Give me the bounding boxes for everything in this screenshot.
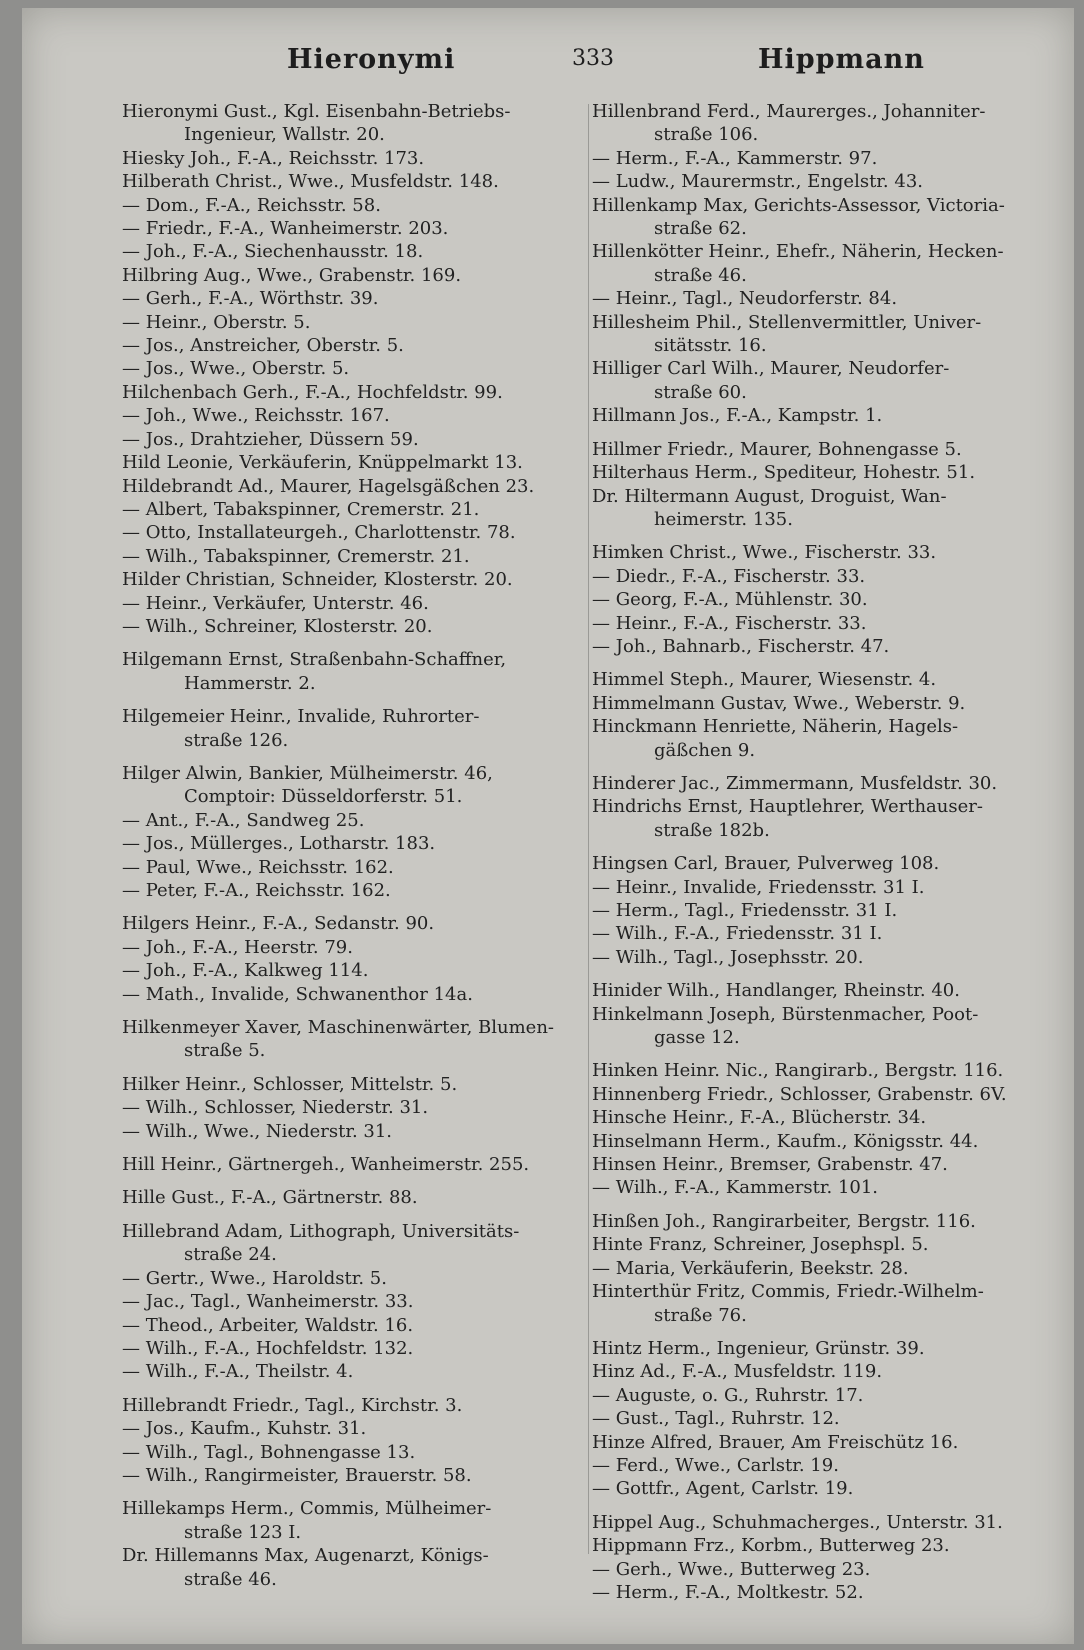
entry-line: — Friedr., F.-A., Wanheimerstr. 203.: [122, 218, 449, 240]
directory-entry: [592, 240, 1050, 287]
entry-line: Hilliger Carl Wilh., Maurer, Neudorfer-: [592, 358, 950, 380]
directory-entry: [122, 217, 582, 240]
directory-entry: [592, 404, 1050, 427]
directory-entry: [592, 1257, 1050, 1280]
directory-entry: [592, 485, 1050, 532]
entry-line: — Herm., F.-A., Moltkestr. 52.: [592, 1581, 864, 1603]
directory-entry: [122, 568, 582, 591]
entry-line: — Wilh., Tagl., Josephsstr. 20.: [592, 946, 864, 968]
entry-line: Hilgers Heinr., F.-A., Sedanstr. 90.: [122, 913, 435, 935]
directory-entry: [122, 545, 582, 568]
directory-entry: [122, 1073, 582, 1096]
directory-entry: [592, 1106, 1050, 1129]
directory-entry: [592, 668, 1050, 691]
entry-line: Hinterthür Fritz, Commis, Friedr.-Wilhelm-: [592, 1281, 984, 1303]
directory-entry: [122, 170, 582, 193]
entry-line: — Wilh., F.-A., Friedensstr. 31 I.: [592, 923, 883, 945]
directory-entry: [122, 404, 582, 427]
entry-line: — Wilh., Rangirmeister, Brauerstr. 58.: [122, 1464, 472, 1486]
entry-line: Hilberath Christ., Wwe., Musfeldstr. 148.: [122, 171, 499, 193]
directory-entry: [592, 565, 1050, 588]
entry-continuation: gäßchen 9.: [654, 739, 756, 761]
directory-entry: [592, 899, 1050, 922]
directory-entry: [122, 1016, 582, 1063]
directory-entry: [592, 1176, 1050, 1199]
directory-entry: [122, 264, 582, 287]
directory-entry: [122, 592, 582, 615]
entry-line: Hieronymi Gust., Kgl. Eisenbahn-Betriebs-: [122, 101, 511, 122]
entry-line: Hinselmann Herm., Kaufm., Königsstr. 44.: [592, 1130, 979, 1152]
directory-entry: [122, 912, 582, 935]
directory-entry: [122, 1337, 582, 1360]
directory-entry: [122, 1417, 582, 1440]
directory-entry: [592, 1233, 1050, 1256]
entry-line: Hilgemeier Heinr., Invalide, Ruhrorter-: [122, 706, 480, 728]
entry-line: — Wilh., F.-A., Theilstr. 4.: [122, 1361, 354, 1383]
directory-entry: [592, 1511, 1050, 1534]
directory-entry: [592, 541, 1050, 564]
directory-entry: [122, 959, 582, 982]
directory-entry: [592, 979, 1050, 1002]
entry-line: Hillebrand Adam, Lithograph, Universitäts-: [122, 1220, 520, 1242]
directory-entry: [592, 1558, 1050, 1581]
directory-entry: [592, 1454, 1050, 1477]
entry-continuation: straße 106.: [654, 124, 759, 146]
entry-line: — Jos., Anstreicher, Oberstr. 5.: [122, 335, 404, 357]
entry-line: Hinider Wilh., Handlanger, Rheinstr. 40.: [592, 980, 960, 1002]
entry-line: Hingsen Carl, Brauer, Pulverweg 108.: [592, 853, 940, 875]
entry-line: — Heinr., Tagl., Neudorferstr. 84.: [592, 288, 898, 310]
entry-line: Hilger Alwin, Bankier, Mülheimerstr. 46,: [122, 762, 493, 784]
directory-entry: [122, 809, 582, 832]
entry-line: — Herm., F.-A., Kammerstr. 97.: [592, 147, 878, 169]
directory-entry: [122, 381, 582, 404]
entry-continuation: Comptoir: Düsseldorferstr. 51.: [184, 786, 463, 808]
directory-entry: [592, 852, 1050, 875]
directory-entry: [592, 1337, 1050, 1360]
directory-entry: [592, 357, 1050, 404]
entry-continuation: straße 5.: [184, 1040, 266, 1062]
entry-line: — Gust., Tagl., Ruhrstr. 12.: [592, 1408, 840, 1430]
directory-entry: [592, 1431, 1050, 1454]
entry-line: Hinze Alfred, Brauer, Am Freischütz 16.: [592, 1431, 959, 1453]
entry-line: Hill Heinr., Gärtnergeh., Wanheimerstr. 255.: [122, 1154, 530, 1176]
entry-line: Hilkenmeyer Xaver, Maschinenwärter, Blumen-: [122, 1017, 555, 1039]
entry-line: Hillmer Friedr., Maurer, Bohnengasse 5.: [592, 438, 962, 460]
entry-line: — Wilh., F.-A., Kammerstr. 101.: [592, 1177, 879, 1199]
entry-line: Hillenkötter Heinr., Ehefr., Näherin, Hecken-: [592, 241, 1004, 263]
entry-continuation: sitätsstr. 16.: [654, 335, 767, 357]
entry-line: — Wilh., Schlosser, Niederstr. 31.: [122, 1097, 429, 1119]
entry-line: Himmelmann Gustav, Wwe., Weberstr. 9.: [592, 692, 966, 714]
directory-entry: [122, 648, 582, 695]
directory-entry: [122, 832, 582, 855]
entry-line: — Wilh., F.-A., Hochfeldstr. 132.: [122, 1337, 414, 1359]
entry-line: — Ferd., Wwe., Carlstr. 19.: [592, 1454, 839, 1476]
entry-line: Hippel Aug., Schuhmacherges., Unterstr. 31.: [592, 1511, 1003, 1533]
entry-line: Hillesheim Phil., Stellenvermittler, Univer-: [592, 311, 982, 333]
entry-line: — Gertr., Wwe., Haroldstr. 5.: [122, 1267, 387, 1289]
directory-entry: [122, 879, 582, 902]
directory-entry: [592, 461, 1050, 484]
directory-entry: [122, 615, 582, 638]
directory-entry: [592, 1153, 1050, 1176]
directory-entry: [592, 1534, 1050, 1557]
directory-entry: [122, 856, 582, 879]
entry-line: — Heinr., Verkäufer, Unterstr. 46.: [122, 592, 429, 614]
entry-line: — Wilh., Tabakspinner, Cremerstr. 21.: [122, 545, 470, 567]
right-column: [592, 100, 1050, 1604]
entry-continuation: gasse 12.: [654, 1027, 740, 1049]
directory-entry: [592, 1003, 1050, 1050]
directory-entry: [122, 762, 582, 809]
entry-line: Hinßen Joh., Rangirarbeiter, Bergstr. 116.: [592, 1210, 976, 1232]
entry-line: Hilder Christian, Schneider, Klosterstr. 20.: [122, 569, 513, 591]
directory-entry: [592, 635, 1050, 658]
entry-line: Hinkelmann Joseph, Bürstenmacher, Poot-: [592, 1003, 979, 1025]
entry-line: — Maria, Verkäuferin, Beekstr. 28.: [592, 1257, 909, 1279]
entry-line: Hinsche Heinr., F.-A., Blücherstr. 34.: [592, 1107, 927, 1129]
entry-continuation: straße 24.: [184, 1244, 277, 1266]
column-divider: [588, 104, 589, 1554]
entry-line: — Heinr., F.-A., Fischerstr. 33.: [592, 612, 867, 634]
entry-line: — Jos., Drahtzieher, Düssern 59.: [122, 428, 419, 450]
directory-entry: [592, 692, 1050, 715]
directory-entry: [592, 715, 1050, 762]
directory-entry: [122, 147, 582, 170]
directory-entry: [592, 946, 1050, 969]
entry-continuation: straße 46.: [654, 264, 747, 286]
entry-line: — Jos., Müllerges., Lotharstr. 183.: [122, 833, 436, 855]
entry-line: — Heinr., Oberstr. 5.: [122, 311, 311, 333]
entry-continuation: straße 62.: [654, 218, 747, 240]
entry-line: Hilgemann Ernst, Straßenbahn-Schaffner,: [122, 649, 507, 671]
entry-line: Hintz Herm., Ingenieur, Grünstr. 39.: [592, 1337, 925, 1359]
entry-line: Hillmann Jos., F.-A., Kampstr. 1.: [592, 405, 883, 427]
entry-line: Hillebrandt Friedr., Tagl., Kirchstr. 3.: [122, 1394, 463, 1416]
entry-continuation: straße 123 I.: [184, 1521, 302, 1543]
entry-line: — Theod., Arbeiter, Waldstr. 16.: [122, 1314, 414, 1336]
entry-line: — Georg, F.-A., Mühlenstr. 30.: [592, 589, 868, 611]
directory-entry: [122, 1220, 582, 1267]
entry-line: — Joh., Wwe., Reichsstr. 167.: [122, 405, 390, 427]
entry-line: Hildebrandt Ad., Maurer, Hagelsgäßchen 23.: [122, 475, 535, 497]
header-last-name: Hippmann: [758, 44, 925, 75]
directory-entry: [122, 498, 582, 521]
directory-entry: [122, 240, 582, 263]
entry-line: — Otto, Installateurgeh., Charlottenstr. 78.: [122, 522, 516, 544]
directory-entry: [592, 1280, 1050, 1327]
directory-entry: [122, 428, 582, 451]
directory-entry: [122, 451, 582, 474]
entry-line: Hilbring Aug., Wwe., Grabenstr. 169.: [122, 264, 462, 286]
left-column: [122, 100, 582, 1591]
directory-entry: [122, 1267, 582, 1290]
entry-line: Hiesky Joh., F.-A., Reichsstr. 173.: [122, 147, 425, 169]
entry-line: — Jos., Wwe., Oberstr. 5.: [122, 358, 350, 380]
entry-line: Hillenbrand Ferd., Maurerges., Johanniter-: [592, 101, 986, 122]
entry-continuation: straße 182b.: [654, 819, 770, 841]
directory-entry: [122, 1464, 582, 1487]
directory-entry: [592, 1407, 1050, 1430]
entry-line: — Ludw., Maurermstr., Engelstr. 43.: [592, 171, 924, 193]
directory-entry: [592, 1130, 1050, 1153]
entry-line: — Jos., Kaufm., Kuhstr. 31.: [122, 1418, 367, 1440]
entry-continuation: straße 60.: [654, 381, 747, 403]
directory-entry: [592, 876, 1050, 899]
entry-line: — Gerh., F.-A., Wörthstr. 39.: [122, 288, 379, 310]
entry-line: — Jac., Tagl., Wanheimerstr. 33.: [122, 1291, 414, 1313]
entry-line: Hinnenberg Friedr., Schlosser, Grabenstr. 6V.: [592, 1083, 1007, 1105]
directory-entry: [592, 438, 1050, 461]
entry-line: — Wilh., Tagl., Bohnengasse 13.: [122, 1441, 416, 1463]
entry-line: — Wilh., Wwe., Niederstr. 31.: [122, 1120, 393, 1142]
page-number: 333: [572, 46, 614, 71]
directory-entry: [592, 795, 1050, 842]
directory-entry: [592, 170, 1050, 193]
directory-entry: [592, 772, 1050, 795]
directory-entry: [122, 1394, 582, 1417]
entry-line: Hilker Heinr., Schlosser, Mittelstr. 5.: [122, 1073, 458, 1095]
entry-line: Hinderer Jac., Zimmermann, Musfeldstr. 30.: [592, 772, 998, 794]
entry-line: Hinz Ad., F.-A., Musfeldstr. 119.: [592, 1361, 883, 1383]
directory-entry: [122, 983, 582, 1006]
directory-entry: [592, 612, 1050, 635]
entry-line: — Joh., F.-A., Heerstr. 79.: [122, 936, 353, 958]
entry-line: — Joh., F.-A., Kalkweg 114.: [122, 960, 369, 982]
directory-entry: [592, 147, 1050, 170]
entry-continuation: straße 46.: [184, 1568, 277, 1590]
entry-line: — Gerh., Wwe., Butterweg 23.: [592, 1558, 871, 1580]
entry-line: — Diedr., F.-A., Fischerstr. 33.: [592, 565, 866, 587]
entry-continuation: Hammerstr. 2.: [184, 672, 316, 694]
directory-entry: [122, 1497, 582, 1544]
entry-line: Dr. Hillemanns Max, Augenarzt, Königs-: [122, 1545, 489, 1567]
entry-line: Himmel Steph., Maurer, Wiesenstr. 4.: [592, 669, 937, 691]
entry-line: — Ant., F.-A., Sandweg 25.: [122, 809, 365, 831]
entry-line: Hindrichs Ernst, Hauptlehrer, Werthauser-: [592, 796, 983, 818]
directory-entry: [122, 1290, 582, 1313]
entry-line: Hilterhaus Herm., Spediteur, Hohestr. 51.: [592, 462, 976, 484]
entry-line: Hinckmann Henriette, Näherin, Hagels-: [592, 716, 959, 738]
directory-entry: [592, 1581, 1050, 1604]
directory-entry: [592, 311, 1050, 358]
directory-entry: [592, 100, 1050, 147]
directory-entry: [122, 705, 582, 752]
directory-entry: [122, 287, 582, 310]
entry-continuation: straße 76.: [654, 1304, 747, 1326]
entry-line: Hinken Heinr. Nic., Rangirarb., Bergstr. 116.: [592, 1060, 1004, 1082]
entry-line: Hippmann Frz., Korbm., Butterweg 23.: [592, 1535, 950, 1557]
directory-entry: [122, 334, 582, 357]
directory-entry: [592, 194, 1050, 241]
entry-line: — Gottfr., Agent, Carlstr. 19.: [592, 1478, 854, 1500]
entry-line: Hinte Franz, Schreiner, Josephspl. 5.: [592, 1234, 929, 1256]
directory-entry: [122, 475, 582, 498]
entry-line: Hinsen Heinr., Bremser, Grabenstr. 47.: [592, 1154, 948, 1176]
directory-entry: [592, 1384, 1050, 1407]
directory-entry: [122, 1544, 582, 1591]
page-header: [122, 44, 1014, 80]
entry-line: — Wilh., Schreiner, Klosterstr. 20.: [122, 615, 433, 637]
directory-entry: [122, 194, 582, 217]
directory-entry: [122, 1120, 582, 1143]
entry-line: — Joh., F.-A., Siechenhausstr. 18.: [122, 241, 424, 263]
entry-line: Hillenkamp Max, Gerichts-Assessor, Victoria-: [592, 194, 1005, 216]
entry-line: Hild Leonie, Verkäuferin, Knüppelmarkt 13.: [122, 452, 523, 474]
directory-entry: [122, 1096, 582, 1119]
directory-entry: [122, 936, 582, 959]
directory-page: [22, 8, 1074, 1644]
entry-continuation: straße 126.: [184, 729, 289, 751]
entry-continuation: Ingenieur, Wallstr. 20.: [184, 124, 385, 146]
directory-entry: [122, 1441, 582, 1464]
entry-line: Dr. Hiltermann August, Droguist, Wan-: [592, 485, 947, 507]
directory-entry: [122, 100, 582, 147]
entry-line: — Peter, F.-A., Reichsstr. 162.: [122, 880, 391, 901]
directory-entry: [122, 1153, 582, 1176]
entry-line: Hillekamps Herm., Commis, Mülheimer-: [122, 1498, 492, 1520]
entry-line: — Math., Invalide, Schwanenthor 14a.: [122, 983, 473, 1005]
directory-entry: [122, 357, 582, 380]
entry-line: Hilchenbach Gerh., F.-A., Hochfeldstr. 99.: [122, 381, 503, 403]
directory-entry: [592, 922, 1050, 945]
directory-entry: [592, 1360, 1050, 1383]
directory-entry: [122, 1314, 582, 1337]
directory-entry: [592, 1477, 1050, 1500]
directory-entry: [592, 287, 1050, 310]
directory-entry: [592, 1083, 1050, 1106]
directory-entry: [122, 1186, 582, 1209]
entry-continuation: heimerstr. 135.: [654, 508, 793, 530]
directory-entry: [122, 311, 582, 334]
entry-line: — Albert, Tabakspinner, Cremerstr. 21.: [122, 498, 480, 520]
directory-entry: [122, 1360, 582, 1383]
entry-line: Hille Gust., F.-A., Gärtnerstr. 88.: [122, 1187, 418, 1209]
entry-line: — Herm., Tagl., Friedensstr. 31 I.: [592, 900, 898, 921]
directory-entry: [592, 588, 1050, 611]
directory-entry: [592, 1059, 1050, 1082]
entry-line: — Joh., Bahnarb., Fischerstr. 47.: [592, 635, 890, 657]
directory-entry: [592, 1210, 1050, 1233]
directory-entry: [122, 521, 582, 544]
header-first-name: Hieronymi: [287, 44, 456, 75]
entry-line: — Heinr., Invalide, Friedensstr. 31 I.: [592, 876, 925, 898]
entry-line: Himken Christ., Wwe., Fischerstr. 33.: [592, 542, 937, 564]
entry-line: — Dom., F.-A., Reichsstr. 58.: [122, 194, 381, 216]
entry-line: — Paul, Wwe., Reichsstr. 162.: [122, 856, 394, 878]
entry-line: — Auguste, o. G., Ruhrstr. 17.: [592, 1384, 864, 1406]
